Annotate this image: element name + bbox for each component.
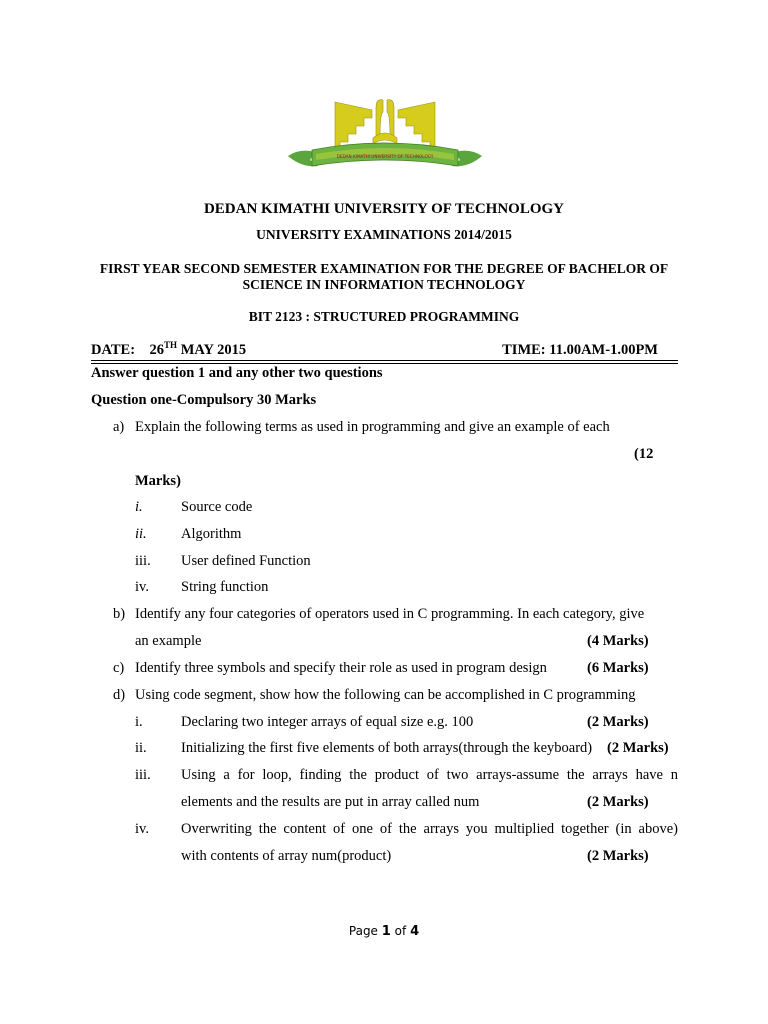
list-item: String function <box>181 579 269 595</box>
question-c-marks: (6 Marks) <box>587 660 649 676</box>
list-item-label: ii. <box>135 740 147 756</box>
question-c-label: c) <box>113 660 125 676</box>
exam-time: TIME: 11.00AM-1.00PM <box>502 342 658 358</box>
list-item: Algorithm <box>181 526 242 542</box>
list-item-line2: elements and the results are put in array called num <box>181 794 480 810</box>
svg-text:DEDAN KIMATHI UNIVERSITY OF TE: DEDAN KIMATHI UNIVERSITY OF TECHNOLOGY <box>336 154 434 159</box>
list-item-label: iii. <box>135 767 151 783</box>
question-a-label: a) <box>113 419 125 435</box>
list-item-marks: (2 Marks) <box>587 794 649 810</box>
page-number: 1 <box>381 924 391 939</box>
list-item: Declaring two integer arrays of equal size e.g. 100 <box>181 714 474 730</box>
exam-title-line2: SCIENCE IN INFORMATION TECHNOLOGY <box>242 277 526 292</box>
list-item-marks: (2 Marks) <box>607 740 669 756</box>
list-item-label: i. <box>135 714 143 730</box>
list-item-label: ii. <box>135 526 147 542</box>
exam-date: DATE: 26TH MAY 2015 <box>91 340 247 358</box>
question-d-text: Using code segment, show how the following can be accomplished in C programming <box>135 687 636 703</box>
exam-series: UNIVERSITY EXAMINATIONS 2014/2015 <box>256 227 512 242</box>
question-heading: Question one-Compulsory 30 Marks <box>91 392 317 408</box>
question-a-marks-close: Marks) <box>135 473 181 489</box>
exam-title <box>0 261 768 293</box>
question-d-label: d) <box>113 687 126 703</box>
instructions: Answer question 1 and any other two questions <box>91 365 383 381</box>
question-a-marks-open: (12 <box>634 446 654 462</box>
list-item: Initializing the first five elements of both arrays(through the keyboard) <box>181 740 593 756</box>
list-item-line2: with contents of array num(product) <box>181 848 392 864</box>
divider-top <box>91 360 678 361</box>
list-item-label: iv. <box>135 821 149 837</box>
question-b-line2: an example <box>135 633 202 649</box>
list-item-label: i. <box>135 499 143 515</box>
list-item: Using a for loop, finding the product of two arrays-assume the arrays have n <box>181 767 678 783</box>
university-name: DEDAN KIMATHI UNIVERSITY OF TECHNOLOGY <box>203 201 565 217</box>
list-item-marks: (2 Marks) <box>587 714 649 730</box>
list-item-label: iii. <box>135 553 151 569</box>
question-b-line1: Identify any four categories of operators used in C programming. In each category, give <box>135 606 645 622</box>
list-item: Source code <box>181 499 253 515</box>
question-b-label: b) <box>113 606 126 622</box>
list-item: Overwriting the content of one of the arrays you multiplied together (in above) <box>181 821 678 837</box>
university-logo <box>280 88 490 188</box>
question-c-text: Identify three symbols and specify their role as used in program design <box>135 660 547 676</box>
list-item-label: iv. <box>135 579 149 595</box>
list-item-marks: (2 Marks) <box>587 848 649 864</box>
question-b-marks: (4 Marks) <box>587 633 649 649</box>
exam-title-line1: FIRST YEAR SECOND SEMESTER EXAMINATION FOR THE DEGREE OF BACHELOR OF <box>99 261 669 276</box>
question-a-text: Explain the following terms as used in programming and give an example of each <box>135 419 610 435</box>
date-time-line <box>91 342 678 362</box>
university-logo-icon <box>280 88 490 188</box>
page-footer: Page 1 of 4 <box>348 924 420 939</box>
list-item: User defined Function <box>181 553 311 569</box>
course-title: BIT 2123 : STRUCTURED PROGRAMMING <box>248 309 520 324</box>
page-total: 4 <box>410 924 420 939</box>
